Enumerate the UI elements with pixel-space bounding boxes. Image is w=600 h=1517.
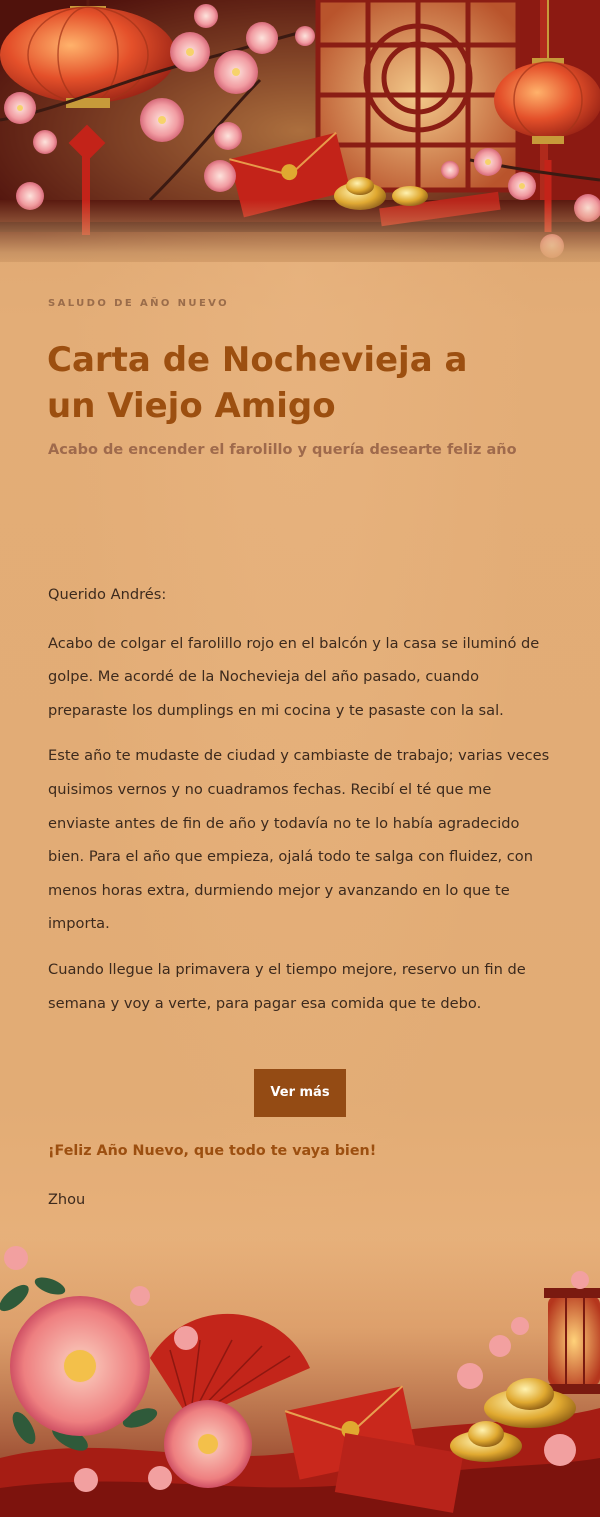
header-illustration: [0, 0, 600, 262]
page-subtitle: Acabo de encender el farolillo y quería desearte feliz año: [48, 442, 517, 458]
letter-greeting: Querido Andrés:: [48, 586, 167, 603]
eyebrow-label: SALUDO DE AÑO NUEVO: [48, 298, 230, 309]
more-button[interactable]: Ver más: [254, 1069, 346, 1117]
new-year-footer-art-icon: [0, 1228, 600, 1517]
letter-paragraph-1: Acabo de colgar el farolillo rojo en el balcón y la casa se iluminó de golpe. Me acordé de la Nochevieja del año pasado, cuando preparaste los dumplings en mi cocina y te pasaste con la sal.: [48, 634, 540, 719]
closing-wish: ¡Feliz Año Nuevo, que todo te vaya bien!: [48, 1143, 377, 1159]
letter-paragraph-3: Cuando llegue la primavera y el tiempo mejore, reservo un fin de semana y voy a verte, para pagar esa comida que te debo.: [48, 960, 526, 1012]
letter-body: [48, 578, 558, 1032]
signature: Zhou: [48, 1192, 86, 1208]
page-title: Carta de Nochevieja a un Viejo Amigo: [47, 340, 468, 426]
letter-paragraph-2: Este año te mudaste de ciudad y cambiaste de trabajo; varias veces quisimos vernos y no cuadramos fechas. Recibí el té que me enviaste antes de fin de año y todavía no te lo había agradecido bien. Para el año que empieza, ojalá todo te salga con fluidez, con menos horas extra, durmiendo mejor y avanzando en lo que te importa.: [48, 747, 550, 933]
header-fade: [0, 200, 600, 262]
footer-illustration: [0, 1228, 600, 1517]
